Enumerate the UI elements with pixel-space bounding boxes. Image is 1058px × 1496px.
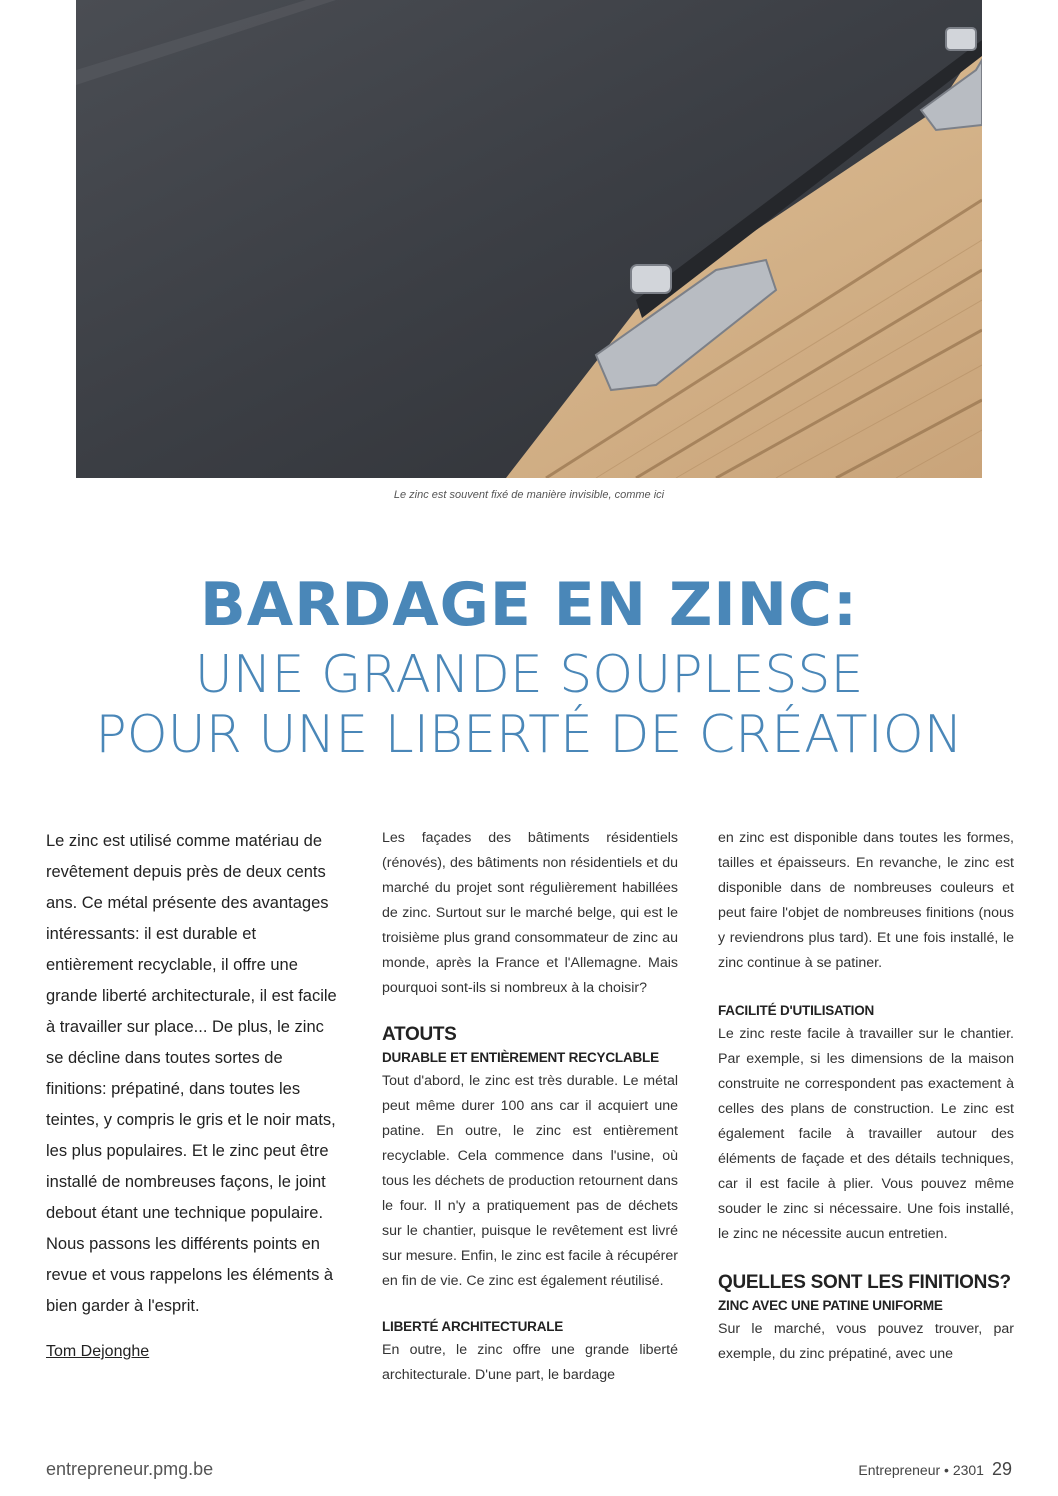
footer-website[interactable]: entrepreneur.pmg.be [46,1459,214,1479]
page-number: 29 [991,1459,1012,1479]
article-title [0,565,1058,765]
paragraph: Le zinc reste facile à travailler sur le chantier. Par exemple, si les dimensions de la maison construite ne correspondent pas exactement à celles des plans de construction. Le zinc est également facile à travailler autour des éléments de façade et des détails techniques, car il est facile à plier. Vous pouvez même souder le zinc si nécessaire. Une fois installé, le zinc ne nécessite aucun entretien. [718,1026,1014,1242]
article-photo [76,0,982,478]
zinc-cladding-image [76,0,982,478]
article-column-3 [718,826,1014,1367]
section-heading-atouts: ATOUTS [382,1024,457,1045]
footer-issue [858,1459,1012,1480]
section-heading-finitions: QUELLES SONT LES FINITIONS? [718,1272,1011,1293]
paragraph: Tout d'abord, le zinc est très durable. Le métal peut même durer 100 ans car il acquiert une patine. En outre, le zinc est entièrement recyclable. Cela commence dans l'usine, où tous les déchets de production retournent dans le four. Il n'y a pratiquement pas de déchets sur le chantier, puisque le revêtement est livré sur mesure. Enfin, le zinc est facile à récupérer en fin de vie. Ce zinc est également réutilisé. [382,1073,678,1289]
article-column-2 [382,826,678,1388]
magazine-issue: Entrepreneur • 2301 [858,1462,984,1478]
paragraph: En outre, le zinc offre une grande liberté architecturale. D'une part, le bardage [382,1342,678,1383]
intro-text: Le zinc est utilisé comme matériau de revêtement depuis près de deux cents ans. Ce métal présente des avantages intéressants: il est durable et entièrement recyclable, il offre une grande liberté architecturale, il est facile à travailler sur place... De plus, le zinc se décline dans toutes sortes de finitions: prépatiné, dans toutes les teintes, y compris le gris et le noir mats, les plus populaires. Et le zinc peut être installé de nombreuses façons, le joint debout étant une technique populaire. Nous passons les différents points en revue et vous rappelons les éléments à bien garder à l'esprit. [46,832,337,1315]
subheading-facilite: FACILITÉ D'UTILISATION [718,1003,875,1018]
title-main: BARDAGE EN ZINC: [200,570,858,640]
author-name: Tom Dejonghe [46,1343,150,1360]
paragraph: Sur le marché, vous pouvez trouver, par exemple, du zinc prépatiné, avec une [718,1321,1014,1362]
intro-column [46,826,342,1367]
paragraph: en zinc est disponible dans toutes les formes, tailles et épaisseurs. En revanche, le zinc est disponible dans de nombreuses couleurs et peut faire l'objet de nombreuses finitions (nous y reviendrons plus tard). Et une fois installé, le zinc continue à se patiner. [718,830,1014,971]
subheading-liberte: LIBERTÉ ARCHITECTURALE [382,1319,564,1334]
title-sub-line2: POUR UNE LIBERTÉ DE CRÉATION [95,705,963,765]
paragraph: Les façades des bâtiments résidentiels (rénovés), des bâtiments non résidentiels et du marché du projet sont régulièrement habillées de zinc. Surtout sur le marché belge, qui est le troisième plus grand consommateur de zinc au monde, après la France et l'Allemagne. Mais pourquoi sont-ils si nombreux à la choisir? [382,830,678,996]
subheading-durable: DURABLE ET ENTIÈREMENT RECYCLABLE [382,1050,659,1065]
photo-caption: Le zinc est souvent fixé de manière invisible, comme ici [393,489,665,501]
subheading-patine: ZINC AVEC UNE PATINE UNIFORME [718,1298,943,1313]
title-sub-line1: UNE GRANDE SOUPLESSE [194,645,864,705]
